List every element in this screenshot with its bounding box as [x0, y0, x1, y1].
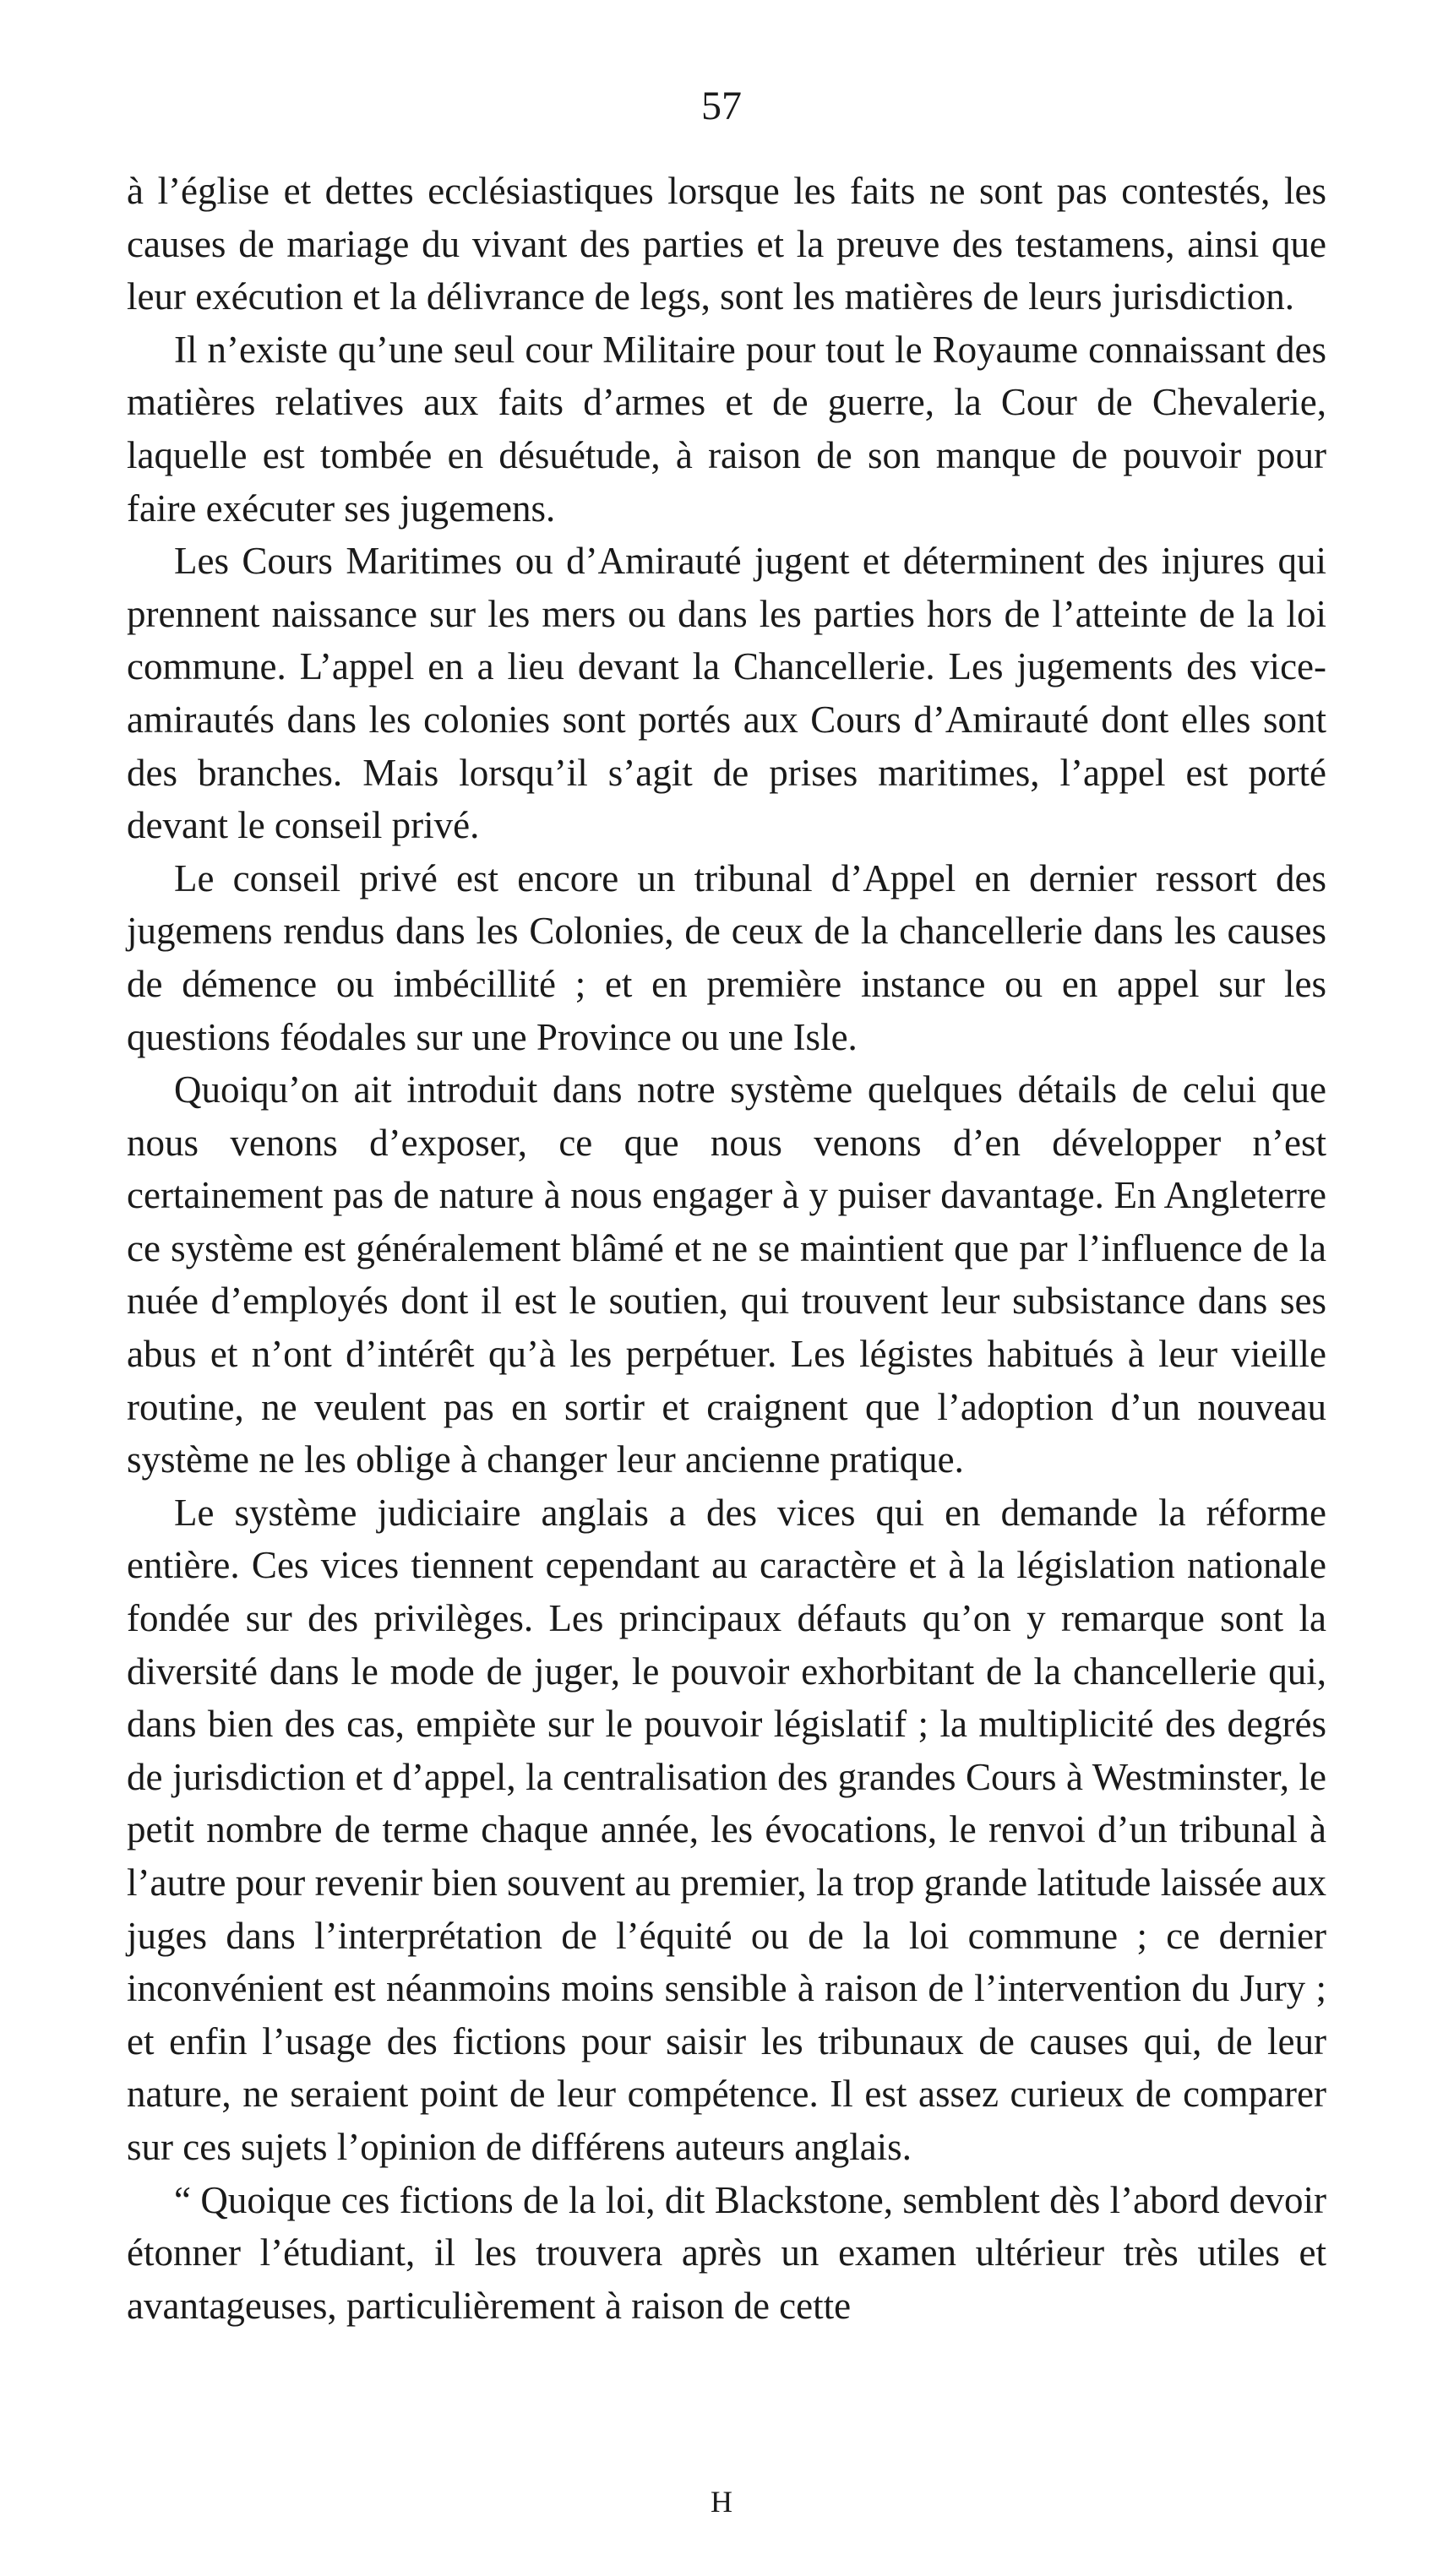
- page-number: 57: [701, 84, 742, 128]
- paragraph-our-system: Quoiqu’on ait introduit dans notre système quelques détails de celui que nous venons d’exposer, ce que nous venons d’en développer n’est certainement pas de nature à nous engager à y puiser davantage. En Angleterre ce système est généralement blâmé et ne se maintient que par l’influence de la nuée d’employés dont il est le soutien, qui trouvent leur subsistance dans ses abus et n’ont d’intérêt qu’à les perpétuer. Les légistes habitués à leur vieille routine, ne veulent pas en sortir et craignent que l’adoption d’un nouveau système ne les oblige à changer leur ancienne pratique.: [127, 1068, 1326, 1481]
- paragraph-privy-council: Le conseil privé est encore un tribunal d’Appel en dernier ressort des jugemens rendus dans les Colonies, de ceux de la chancellerie dans les causes de démence ou imbécillité ; et en première instance ou en appel sur les questions féodales sur une Province ou une Isle.: [127, 856, 1326, 1058]
- paragraph-english-system-vices: Le système judiciaire anglais a des vices qui en demande la réforme entière. Ces vices tiennent cependant au caractère et à la législation nationale fondée sur des privilèges. Les principaux défauts qu’on y remarque sont la diversité dans le mode de juger, le pouvoir exhorbitant de la chancellerie qui, dans bien des cas, empiète sur le pouvoir législatif ; la multiplicité des degrés de jurisdiction et d’appel, la centralisation des grandes Cours à Westminster, le petit nombre de terme chaque année, les évocations, le renvoi d’un tribunal à l’autre pour revenir bien souvent au premier, la trop grande latitude laissée aux juges dans l’interprétation de l’équité ou de la loi commune ; ce dernier inconvénient est néanmoins moins sensible à raison de l’intervention du Jury ; et enfin l’usage des fictions pour saisir les tribunaux de causes qui, de leur nature, ne seraient point de leur compétence. Il est assez curieux de comparer sur ces sujets l’opinion de différens auteurs anglais.: [127, 1491, 1326, 2168]
- paragraph-church-jurisdiction: à l’église et dettes ecclésiastiques lorsque les faits ne sont pas contestés, les causes de mariage du vivant des parties et la preuve des testamens, ainsi que leur exécution et la délivrance de legs, sont les matières de leurs jurisdiction.: [127, 170, 1326, 318]
- paragraph-military-court: Il n’existe qu’une seul cour Militaire pour tout le Royaume connaissant des matières relatives aux faits d’armes et de guerre, la Cour de Chevalerie, laquelle est tombée en désuétude, à raison de son manque de pouvoir pour faire exécuter ses jugemens.: [127, 328, 1326, 530]
- body-text: [127, 165, 1326, 2332]
- paragraph-blackstone-quote: “ Quoique ces fictions de la loi, dit Blackstone, semblent dès l’abord devoir étonner l’étudiant, il les trouvera après un examen ultérieur très utiles et avantageuses, particulièrement à raison de cette: [127, 2178, 1326, 2327]
- signature-mark: H: [711, 2485, 732, 2519]
- paragraph-admiralty-courts: Les Cours Maritimes ou d’Amirauté jugent et déterminent des injures qui prennent naissance sur les mers ou dans les parties hors de l’atteinte de la loi commune. L’appel en a lieu devant la Chancellerie. Les jugements des vice-amirautés dans les colonies sont portés aux Cours d’Amirauté dont elles sont des branches. Mais lorsqu’il s’agit de prises maritimes, l’appel est porté devant le conseil privé.: [127, 540, 1326, 847]
